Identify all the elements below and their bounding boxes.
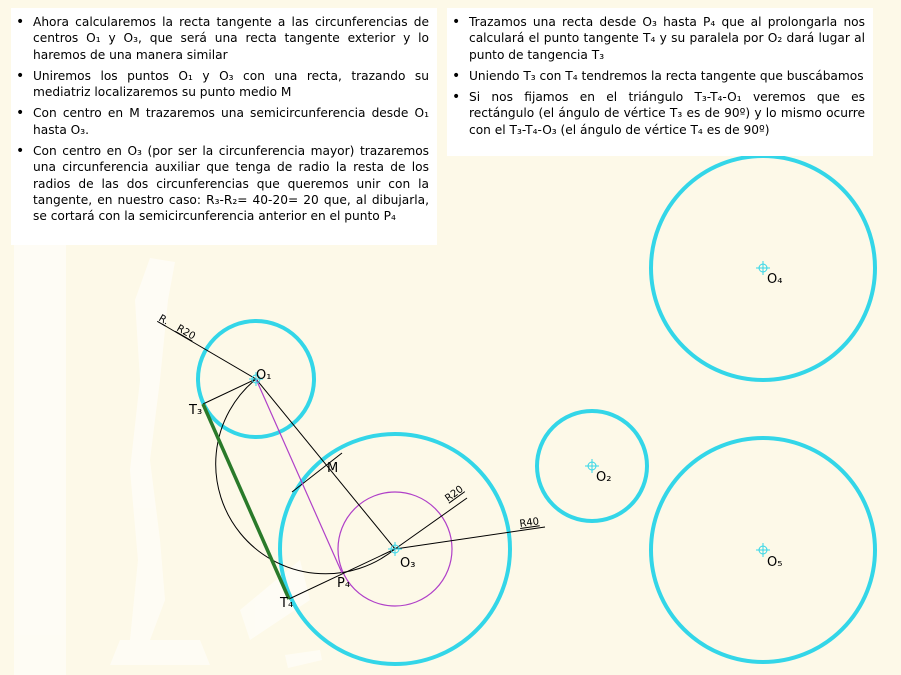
steps-list-left [13,14,429,225]
step-item: • Trazamos una recta desde O₃ hasta P₄ que al prolongarla nos calculará el punto tangente T₄ y su paralela por O₂ dará lugar al punto de tangencia T₃ [449,14,865,63]
dim-prefix-r: R. [156,313,171,328]
label-p4: P₄ [337,576,351,591]
radius-line-r40 [395,527,545,549]
steps-list-right [449,14,865,138]
radius-line-r20 [395,498,467,549]
label-o3: O₃ [400,556,416,571]
label-m: M [327,461,339,476]
dim-r20-o1: R20 [174,323,198,343]
step-item: • Con centro en M trazaremos una semicircunferencia desde O₁ hasta O₃. [13,105,429,138]
line-o1-t3 [203,379,256,404]
background-decoration [14,245,322,675]
step-item: • Con centro en O₃ (por ser la circunferencia mayor) trazaremos una circunferencia auxiliar que tenga de radio la resta de los radios de las dos circunferencias que queremos unir con la tangente, en nuestro caso: R₃-R₂= 40-20= 20 que, al dibujarla, se cortará con la semicircunferencia anterior en el punto P₄ [13,143,429,224]
line-o3-t4 [289,549,395,599]
step-item: • Si nos fijamos en el triángulo T₃-T₄-O₁ veremos que es rectángulo (el ángulo de vértice T₃ es de 90º) y lo mismo ocurre con el T₃-T₄-O₃ (el ángulo de vértice T₄ es de 90º) [449,89,865,138]
label-o4: O₄ [767,272,783,287]
label-o2: O₂ [596,470,612,485]
instructions-left [11,8,437,245]
dim-r40: R40 [518,516,540,530]
dim-r20-aux: R20 [443,483,466,505]
label-o5: O₅ [767,555,783,570]
label-t3: T₃ [189,403,203,418]
instructions-right [447,8,873,156]
label-o1: O₁ [256,368,272,383]
center-mark-o3 [388,542,402,556]
line-o1-o3 [256,379,395,549]
step-item: • Uniremos los puntos O₁ y O₃ con una recta, trazando su mediatriz localizaremos su punto medio M [13,68,429,101]
step-item: • Ahora calcularemos la recta tangente a las circunferencias de centros O₁ y O₃, que será una recta tangente exterior y lo haremos de una manera similar [13,14,429,63]
step-item: • Uniendo T₃ con T₄ tendremos la recta tangente que buscábamos [449,68,865,84]
line-o1-p4 [256,379,342,573]
label-t4: T₄ [280,596,294,611]
